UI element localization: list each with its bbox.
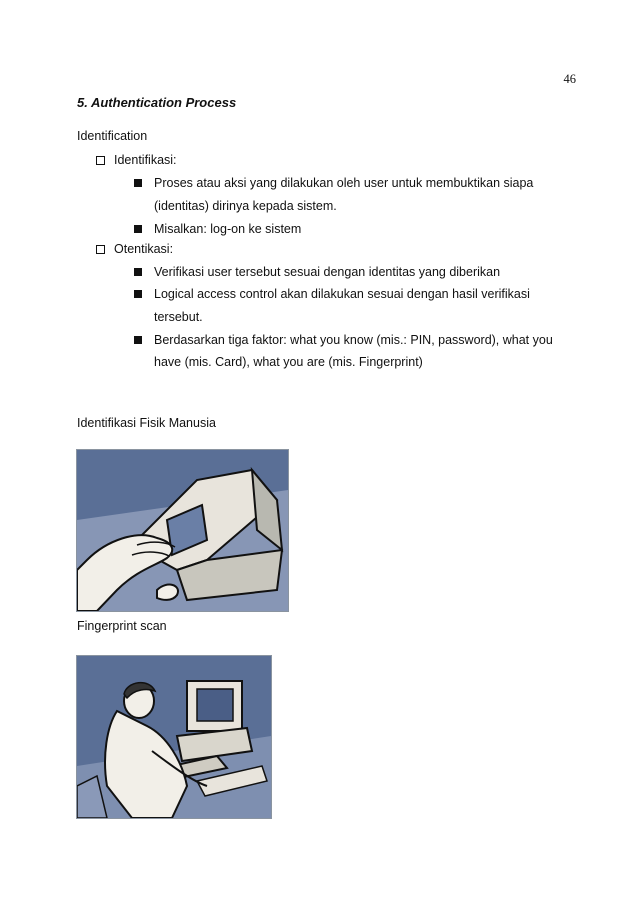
section-title: 5. Authentication Process (77, 95, 237, 110)
list-item: Logical access control akan dilakukan sesuai dengan hasil verifikasi (134, 287, 530, 301)
list-item: Berdasarkan tiga faktor: what you know (mis.: PIN, password), what you (134, 333, 553, 347)
fingerprint-scanner-illustration (76, 449, 289, 612)
page-number: 46 (563, 72, 576, 86)
square-bullet-icon (134, 225, 142, 233)
physical-identification-heading: Identifikasi Fisik Manusia (77, 416, 216, 430)
list-item: Misalkan: log-on ke sistem (134, 222, 301, 236)
hollow-square-bullet-icon (96, 245, 105, 254)
square-bullet-icon (134, 336, 142, 344)
group-label: Otentikasi: (114, 242, 174, 256)
list-item-continuation: have (mis. Card), what you are (mis. Fingerprint) (154, 355, 423, 369)
computer-user-illustration (76, 655, 272, 819)
list-item-otentikasi (96, 242, 173, 256)
list-item-continuation: tersebut. (154, 310, 203, 324)
list-item-identifikasi (96, 153, 177, 167)
group-label: Identifikasi: (114, 153, 177, 167)
list-item: Verifikasi user tersebut sesuai dengan identitas yang diberikan (134, 265, 500, 279)
list-item: Proses atau aksi yang dilakukan oleh user untuk membuktikan siapa (134, 176, 533, 190)
figure-caption: Fingerprint scan (77, 619, 167, 633)
hollow-square-bullet-icon (96, 156, 105, 165)
identification-heading: Identification (77, 129, 148, 143)
square-bullet-icon (134, 179, 142, 187)
square-bullet-icon (134, 268, 142, 276)
square-bullet-icon (134, 290, 142, 298)
list-item-continuation: (identitas) dirinya kepada sistem. (154, 199, 337, 213)
